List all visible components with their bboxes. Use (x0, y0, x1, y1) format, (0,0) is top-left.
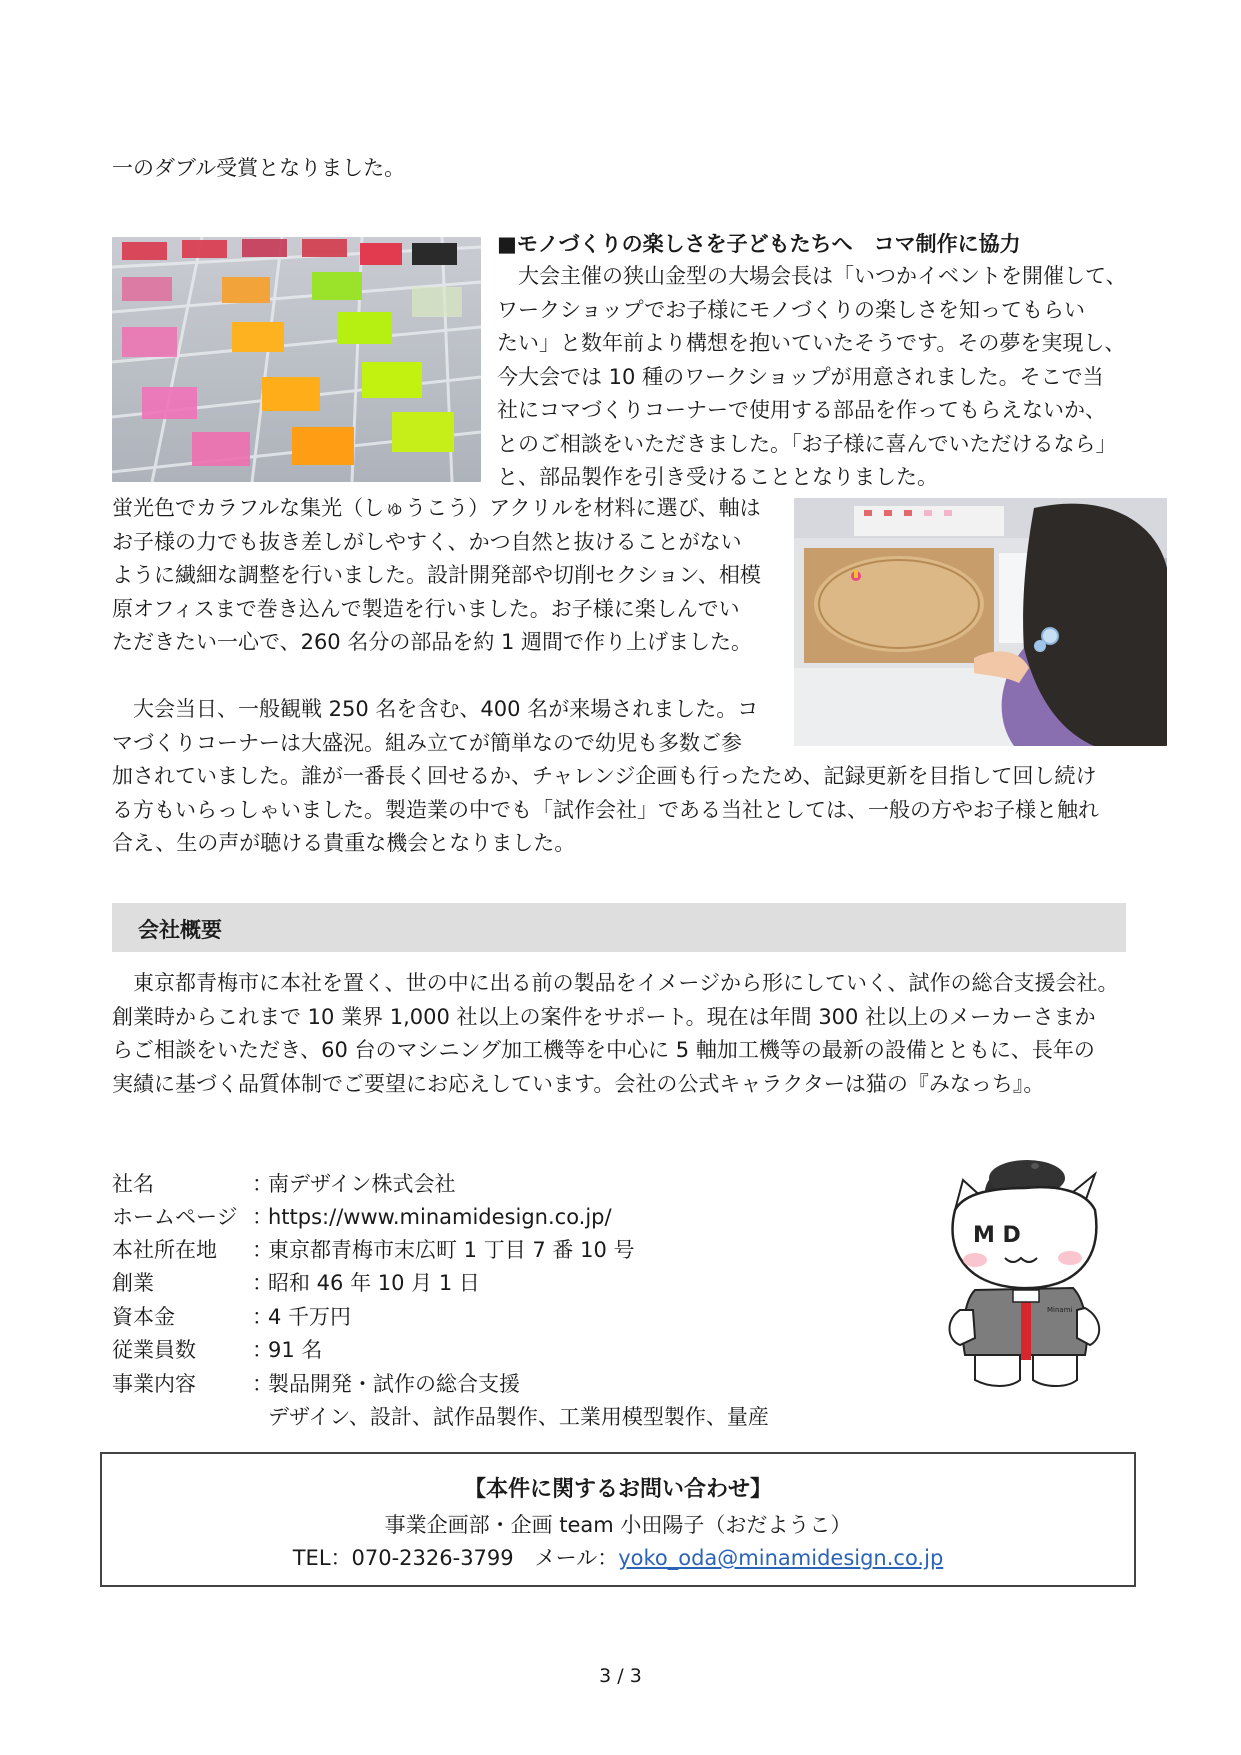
text-line: 蛍光色でカラフルな集光（しゅうこう）アクリルを材料に選び、軸は (112, 496, 761, 520)
info-colon: ： (252, 1172, 273, 1196)
info-colon: ： (252, 1271, 273, 1295)
info-value: 91 名 (268, 1338, 323, 1362)
info-row-founded (112, 1267, 480, 1300)
text-line: る方もいらっしゃいました。製造業の中でも「試作会社」である当社としては、一般の方やお子様と触れ (112, 797, 1099, 822)
mascot-cat-illustration (935, 1140, 1115, 1390)
info-row-business (112, 1368, 520, 1401)
text-line: ただきたい一心で、260 名分の部品を約 1 週間で作り上げました。 (112, 630, 753, 654)
info-value: 製品開発・試作の総合支援 (268, 1372, 520, 1396)
info-row-employees (112, 1334, 322, 1367)
text-line: 大会当日、一般観戦 250 名を含む、400 名が来場されました。コ (112, 697, 759, 721)
info-colon: ： (252, 1372, 273, 1396)
text-line: らご相談をいただき、60 台のマシニング加工機等を中心に 5 軸加工機等の最新の設備とともに、長年の (112, 1038, 1095, 1062)
info-label: 従業員数 (112, 1338, 196, 1362)
info-row-address (112, 1234, 635, 1267)
contact-title: 【本件に関するお問い合わせ】 (463, 1477, 772, 1502)
mascot-cap-letters: M D (973, 1223, 1021, 1248)
info-row-business-detail (112, 1401, 769, 1434)
contact-tel: TEL：070-2326-3799 メール： (292, 1546, 619, 1570)
info-value: 4 千万円 (268, 1305, 352, 1329)
company-section-bar (112, 903, 1126, 952)
company-description (112, 967, 1119, 1101)
contact-department: 事業企画部・企画 team 小田陽子（おだようこ） (384, 1513, 852, 1537)
company-heading: 会社概要 (138, 918, 222, 942)
info-label: ホームページ (112, 1205, 238, 1229)
info-row-homepage (112, 1201, 612, 1234)
contact-email-link[interactable]: yoko_oda@minamidesign.co.jp (618, 1546, 944, 1570)
info-colon: ： (252, 1338, 273, 1362)
info-row-company-name (112, 1168, 456, 1201)
mascot-shirt-text: Minami (1047, 1306, 1073, 1314)
text-line: 今大会では 10 種のワークショップが用意されました。そこで当 (497, 364, 1104, 389)
info-value: 南デザイン株式会社 (268, 1172, 456, 1196)
text-line: 創業時からこれまで 10 業界 1,000 社以上の案件をサポート。現在は年間 300 社以上のメーカーさまか (112, 1004, 1096, 1029)
section1-para2 (112, 492, 761, 660)
text-line: ように繊細な調整を行いました。設計開発部や切削セクション、相模 (112, 563, 761, 587)
contact-box (100, 1452, 1136, 1587)
text-line: 合え、生の声が聴ける貴重な機会となりました。 (112, 831, 576, 855)
page-number: 3 / 3 (599, 1665, 642, 1687)
acrylic-parts-photo (112, 237, 481, 482)
info-value: 昭和 46 年 10 月 1 日 (268, 1271, 480, 1295)
section1-para1 (497, 260, 1127, 495)
info-colon: ： (252, 1305, 273, 1329)
info-label: 社名 (112, 1172, 154, 1196)
info-colon: ： (252, 1205, 273, 1229)
homepage-link[interactable]: https://www.minamidesign.co.jp/ (268, 1205, 612, 1229)
section1-para3 (112, 693, 1099, 861)
info-row-capital (112, 1301, 351, 1334)
text-line: たい」と数年前より構想を抱いていたそうです。その夢を実現し、 (497, 331, 1126, 355)
intro-line: 一のダブル受賞となりました。 (112, 156, 406, 180)
section1-heading: ■モノづくりの楽しさを子どもたちへ コマ制作に協力 (497, 232, 1021, 256)
text-line: 大会主催の狭山金型の大場会長は「いつかイベントを開催して、 (497, 264, 1127, 288)
text-line: お子様の力でも抜き差しがしやすく、かつ自然と抜けることがない (112, 529, 742, 554)
text-line: とのご相談をいただきました。「お子様に喜んでいただけるなら」 (497, 431, 1117, 456)
text-line: 原オフィスまで巻き込んで製造を行いました。お子様に楽しんでい (112, 596, 740, 621)
info-value: 東京都青梅市末広町 1 丁目 7 番 10 号 (268, 1238, 635, 1262)
info-value: デザイン、設計、試作品製作、工業用模型製作、量産 (268, 1405, 769, 1429)
text-line: 社にコマづくりコーナーで使用する部品を作ってもらえないか、 (497, 398, 1106, 422)
info-colon: ： (252, 1238, 273, 1262)
contact-tel-line (102, 1542, 1134, 1572)
text-line: と、部品製作を引き受けることとなりました。 (497, 465, 938, 489)
text-line: 実績に基づく品質体制でご要望にお応えしています。会社の公式キャラクターは猫の『みなっち』。 (112, 1071, 1045, 1096)
info-label: 創業 (112, 1271, 154, 1295)
text-line: ワークショップでお子様にモノづくりの楽しさを知ってもらい (497, 297, 1085, 322)
text-line: マづくりコーナーは大盛況。組み立てが簡単なので幼児も多数ご参 (112, 730, 742, 755)
info-label: 資本金 (112, 1305, 175, 1329)
info-label: 本社所在地 (112, 1238, 217, 1262)
text-line: 加されていました。誰が一番長く回せるか、チャレンジ企画も行ったため、記録更新を目指して回し続け (112, 764, 1097, 788)
info-label: 事業内容 (112, 1372, 196, 1396)
text-line: 東京都青梅市に本社を置く、世の中に出る前の製品をイメージから形にしていく、試作の総合支援会社。 (112, 971, 1119, 995)
